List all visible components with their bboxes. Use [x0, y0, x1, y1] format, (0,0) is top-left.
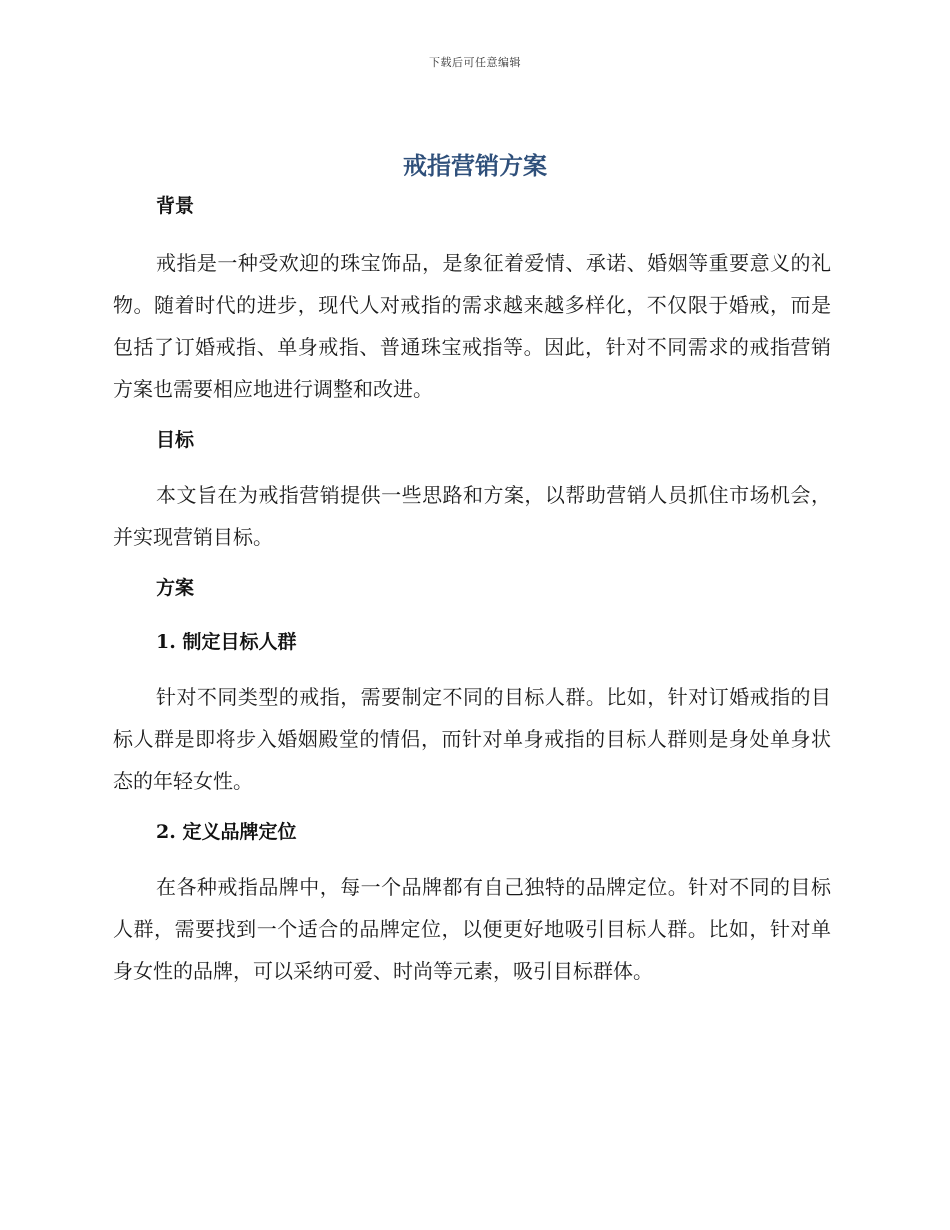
document-body	[113, 188, 831, 992]
subsection-heading-target-audience: 1. 制定目标人群	[156, 631, 297, 653]
section-heading-goal: 目标	[156, 429, 195, 451]
section-heading-plan: 方案	[156, 577, 195, 599]
subsection-paragraph-target-audience: 针对不同类型的戒指，需要制定不同的目标人群。比如，针对订婚戒指的目标人群是即将步入婚姻殿堂的情侣，而针对单身戒指的目标人群则是身处单身状态的年轻女性。	[113, 685, 831, 793]
document-title: 戒指营销方案	[403, 152, 547, 180]
subsection-paragraph-brand-positioning: 在各种戒指品牌中，每一个品牌都有自己独特的品牌定位。针对不同的目标人群，需要找到一个适合的品牌定位，以便更好地吸引目标人群。比如，针对单身女性的品牌，可以采纳可爱、时尚等元素，吸引目标群体。	[113, 875, 831, 983]
section-paragraph-background: 戒指是一种受欢迎的珠宝饰品，是象征着爱情、承诺、婚姻等重要意义的礼物。随着时代的进步，现代人对戒指的需求越来越多样化，不仅限于婚戒，而是包括了订婚戒指、单身戒指、普通珠宝戒指等。因此，针对不同需求的戒指营销方案也需要相应地进行调整和改进。	[113, 251, 831, 401]
section-heading-background: 背景	[156, 195, 195, 217]
page-header: 下载后可任意编辑	[429, 56, 521, 69]
subsection-heading-brand-positioning: 2. 定义品牌定位	[156, 821, 297, 843]
section-paragraph-goal: 本文旨在为戒指营销提供一些思路和方案，以帮助营销人员抓住市场机会，并实现营销目标。	[113, 483, 831, 549]
